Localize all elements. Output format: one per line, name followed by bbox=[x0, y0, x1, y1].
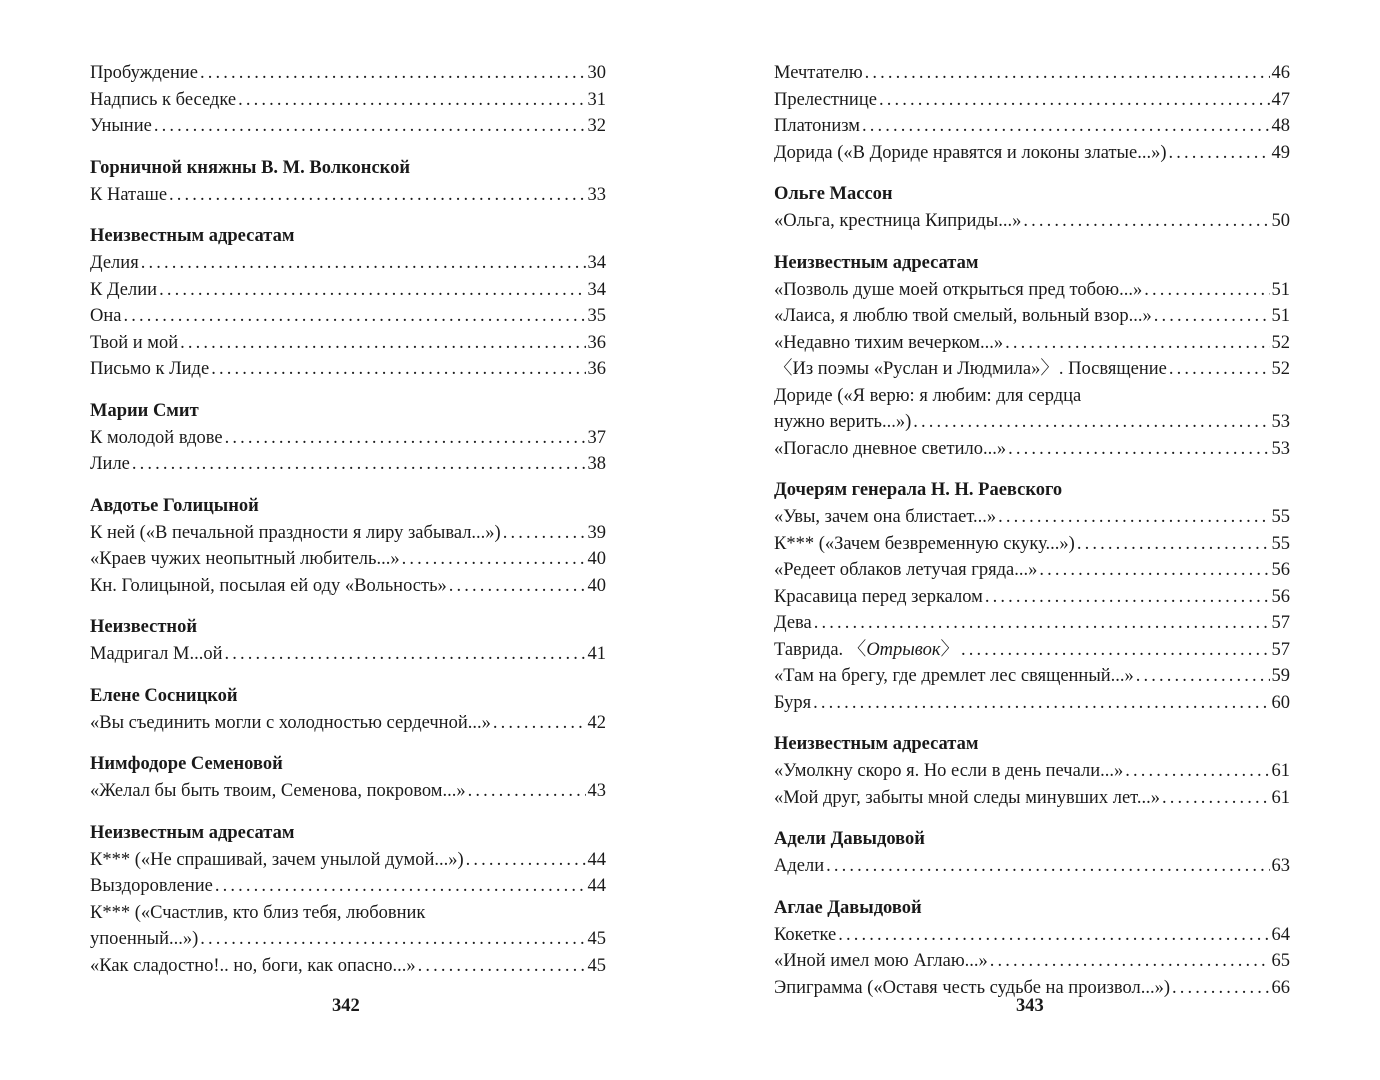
dot-leader bbox=[141, 250, 586, 277]
entry-title bbox=[90, 182, 167, 209]
entry-page-number: 31 bbox=[587, 89, 606, 110]
entry-title-text: Платонизм bbox=[774, 116, 860, 136]
dot-leader bbox=[159, 277, 585, 304]
dot-leader bbox=[466, 847, 586, 874]
dot-leader bbox=[449, 573, 586, 600]
dot-leader bbox=[418, 953, 586, 980]
entry-title-text: «Умолкну скоро я. Но если в день печали...» bbox=[774, 761, 1124, 781]
toc-entry bbox=[90, 873, 606, 900]
toc-entry bbox=[774, 853, 1290, 880]
entry-page-number: 41 bbox=[587, 644, 606, 664]
dot-leader bbox=[814, 610, 1270, 637]
entry-title-text: Твой и мой bbox=[90, 332, 179, 353]
dot-leader bbox=[493, 710, 586, 737]
entry-title: Дориде («Я верю: я любим: для сердца bbox=[774, 385, 1082, 406]
entry-title-text: Выздоровление bbox=[90, 876, 213, 896]
dot-leader bbox=[1039, 557, 1269, 584]
dot-leader bbox=[1154, 303, 1270, 330]
toc-section bbox=[774, 731, 1290, 811]
entry-title bbox=[90, 546, 400, 573]
toc-section bbox=[90, 683, 606, 737]
dot-leader bbox=[879, 87, 1270, 114]
entry-title: К*** («Счастлив, кто близ тебя, любовник bbox=[90, 902, 426, 923]
entry-title-text: «Как сладостно!.. но, боги, как опасно...» bbox=[90, 955, 416, 976]
toc-entry bbox=[90, 900, 606, 953]
entry-title bbox=[90, 250, 139, 277]
entry-page-number: 57 bbox=[1271, 613, 1290, 633]
entry-title-line2: упоенный...») bbox=[90, 929, 199, 949]
entry-title-text: Уныние bbox=[90, 116, 152, 136]
entry-title bbox=[90, 573, 447, 600]
entry-title bbox=[774, 785, 1160, 812]
entry-title-text: К*** («Зачем безвременную скуку...») bbox=[774, 533, 1075, 554]
toc-entry bbox=[90, 250, 606, 277]
entry-page-number: 30 bbox=[587, 63, 606, 83]
dot-leader bbox=[998, 504, 1269, 531]
toc-entry bbox=[774, 785, 1290, 812]
toc-entry bbox=[90, 87, 606, 114]
entry-title-text: К Наташе bbox=[90, 184, 168, 205]
toc-entry bbox=[774, 436, 1290, 463]
dot-leader bbox=[826, 853, 1269, 880]
toc-entry bbox=[90, 330, 606, 357]
entry-title-text: К*** («Не спрашивай, зачем унылой думой...») bbox=[90, 849, 464, 870]
toc-entry bbox=[90, 641, 606, 668]
entry-title-text: «Иной имел мою Аглаю...» bbox=[774, 951, 988, 971]
toc-entry bbox=[774, 303, 1290, 330]
toc-entry bbox=[774, 557, 1290, 584]
entry-page-number: 33 bbox=[587, 184, 606, 205]
entry-page-number: 42 bbox=[587, 712, 606, 733]
toc-entry bbox=[774, 690, 1290, 717]
section-heading: Марии Смит bbox=[90, 400, 199, 421]
entry-title-text: «Позволь душе моей открыться пред тобою...» bbox=[774, 279, 1143, 300]
dot-leader bbox=[985, 584, 1270, 611]
entry-title-text: Адели bbox=[774, 856, 825, 876]
toc-section bbox=[90, 60, 606, 140]
entry-title bbox=[774, 584, 983, 611]
entry-title bbox=[90, 641, 223, 668]
entry-title-after: 〉 bbox=[940, 639, 960, 660]
entry-title bbox=[774, 87, 877, 114]
toc-entry bbox=[90, 60, 606, 87]
dot-leader bbox=[838, 922, 1269, 949]
toc-entry bbox=[90, 953, 606, 980]
entry-title-text: Пробуждение bbox=[90, 63, 198, 83]
dot-leader bbox=[1172, 975, 1269, 1002]
entry-page-number: 45 bbox=[587, 929, 606, 949]
entry-page-number: 40 bbox=[587, 549, 606, 569]
section-heading: Елене Сосницкой bbox=[90, 685, 238, 706]
entry-title bbox=[774, 690, 811, 717]
dot-leader bbox=[865, 60, 1270, 87]
entry-title bbox=[90, 60, 198, 87]
toc-entry bbox=[774, 277, 1290, 304]
entry-title-text: «Там на брегу, где дремлет лес священный...» bbox=[774, 666, 1134, 686]
dot-leader bbox=[402, 546, 586, 573]
entry-page-number: 48 bbox=[1271, 116, 1290, 136]
entry-title-text: «Желал бы быть твоим, Семенова, покровом...» bbox=[90, 781, 466, 801]
dot-leader bbox=[468, 778, 586, 805]
entry-page-number: 47 bbox=[1271, 89, 1290, 110]
toc-entry bbox=[774, 140, 1290, 167]
dot-leader bbox=[200, 60, 586, 87]
toc-entry bbox=[90, 778, 606, 805]
entry-title-text: Лиле bbox=[90, 454, 130, 474]
entry-title-text: «Краев чужих неопытный любитель...» bbox=[90, 549, 400, 569]
entry-continuation bbox=[774, 409, 1290, 436]
toc-entry bbox=[774, 531, 1290, 558]
entry-title-text: «Мой друг, забыты мной следы минувших лет...» bbox=[774, 787, 1160, 808]
dot-leader bbox=[990, 948, 1270, 975]
entry-title bbox=[90, 356, 209, 383]
entry-page-number: 37 bbox=[587, 427, 606, 448]
entry-title-text: К ней («В печальной праздности я лиру забывал...») bbox=[90, 522, 501, 543]
entry-page-number: 51 bbox=[1271, 306, 1290, 326]
entry-title-text: Надпись к беседке bbox=[90, 89, 237, 110]
dot-leader bbox=[503, 520, 586, 547]
entry-title bbox=[90, 451, 130, 478]
toc-section bbox=[90, 398, 606, 478]
entry-title-text: Кн. Голицыной, посылая ей оду «Вольность» bbox=[90, 575, 447, 596]
dot-leader bbox=[169, 182, 585, 209]
entry-page-number: 38 bbox=[587, 454, 606, 474]
entry-title-text: К молодой вдове bbox=[90, 427, 223, 448]
dot-leader bbox=[123, 303, 585, 330]
toc-entry bbox=[774, 663, 1290, 690]
entry-page-number: 36 bbox=[587, 332, 606, 353]
entry-title bbox=[774, 637, 959, 664]
entry-title bbox=[774, 436, 1006, 463]
entry-title bbox=[774, 356, 1167, 383]
toc-entry bbox=[774, 637, 1290, 664]
entry-title-text: Эпиграмма («Оставя честь судьбе на произвол...») bbox=[774, 977, 1171, 998]
toc-entry bbox=[774, 383, 1290, 436]
dot-leader bbox=[1136, 663, 1270, 690]
dot-leader bbox=[215, 873, 586, 900]
entry-title-text: Она bbox=[90, 306, 122, 326]
toc-section bbox=[90, 155, 606, 209]
toc-entry bbox=[90, 847, 606, 874]
dot-leader bbox=[1005, 330, 1269, 357]
entry-page-number: 61 bbox=[1271, 787, 1290, 808]
section-heading: Неизвестной bbox=[90, 617, 197, 637]
entry-title bbox=[774, 330, 1003, 357]
entry-title bbox=[774, 610, 812, 637]
dot-leader bbox=[200, 926, 585, 953]
entry-title bbox=[90, 953, 416, 980]
toc-entry bbox=[90, 710, 606, 737]
entry-title-text: Дорида («В Дориде нравятся и локоны златые...») bbox=[774, 142, 1167, 163]
dot-leader bbox=[1168, 140, 1269, 167]
dot-leader bbox=[132, 451, 586, 478]
toc-entry bbox=[774, 60, 1290, 87]
entry-page-number: 34 bbox=[587, 279, 606, 300]
entry-page-number: 45 bbox=[587, 955, 606, 976]
toc-entry bbox=[774, 610, 1290, 637]
toc-entry bbox=[90, 573, 606, 600]
entry-title-text: Таврида. 〈 bbox=[774, 639, 867, 660]
left-page-number: 342 bbox=[332, 996, 360, 1016]
entry-title bbox=[774, 557, 1037, 584]
toc-entry bbox=[774, 758, 1290, 785]
toc-entry bbox=[90, 113, 606, 140]
entry-title-text: «Увы, зачем она блистает...» bbox=[774, 507, 997, 527]
entry-title bbox=[774, 113, 860, 140]
entry-title-text: «Вы съединить могли с холодностью сердечной...» bbox=[90, 712, 491, 733]
entry-page-number: 44 bbox=[587, 876, 606, 896]
section-heading: Адели Давыдовой bbox=[774, 829, 925, 849]
entry-title-text: 〈Из поэмы «Руслан и Людмила»〉. Посвящение bbox=[774, 359, 1167, 379]
section-heading: Неизвестным адресатам bbox=[90, 822, 295, 843]
section-heading: Авдотье Голицыной bbox=[90, 495, 259, 516]
toc-entry bbox=[774, 87, 1290, 114]
entry-title-italic: Отрывок bbox=[866, 639, 941, 660]
toc-section bbox=[90, 493, 606, 600]
section-heading: Нимфодоре Семеновой bbox=[90, 754, 283, 774]
dot-leader bbox=[1077, 531, 1270, 558]
dot-leader bbox=[1162, 785, 1270, 812]
toc-entry bbox=[90, 356, 606, 383]
toc-section bbox=[774, 181, 1290, 235]
entry-page-number: 50 bbox=[1271, 211, 1290, 231]
entry-title-text: «Недавно тихим вечерком...» bbox=[774, 332, 1004, 353]
dot-leader bbox=[238, 87, 585, 114]
entry-title-text: Красавица перед зеркалом bbox=[774, 586, 983, 607]
entry-title bbox=[90, 710, 491, 737]
entry-page-number: 46 bbox=[1271, 63, 1290, 83]
entry-continuation bbox=[90, 926, 606, 953]
entry-page-number: 57 bbox=[1271, 639, 1290, 660]
toc-section bbox=[90, 820, 606, 980]
toc-section bbox=[774, 895, 1290, 1002]
dot-leader bbox=[154, 113, 586, 140]
entry-title bbox=[774, 663, 1134, 690]
toc-entry bbox=[774, 504, 1290, 531]
section-heading: Дочерям генерала Н. Н. Раевского bbox=[774, 480, 1063, 500]
entry-title bbox=[90, 277, 157, 304]
section-heading: Неизвестным адресатам bbox=[774, 734, 979, 754]
entry-title bbox=[774, 948, 988, 975]
entry-title bbox=[90, 425, 223, 452]
entry-title-text: «Лаиса, я люблю твой смелый, вольный взор...» bbox=[774, 306, 1152, 326]
entry-title-text: «Ольга, крестница Киприды...» bbox=[774, 211, 1022, 231]
dot-leader bbox=[225, 641, 586, 668]
entry-title bbox=[774, 140, 1166, 167]
entry-page-number: 39 bbox=[587, 522, 606, 543]
dot-leader bbox=[211, 356, 585, 383]
entry-title-text: Буря bbox=[774, 692, 812, 713]
entry-page-number: 34 bbox=[587, 253, 606, 273]
entry-page-number: 32 bbox=[587, 116, 606, 136]
toc-section bbox=[90, 614, 606, 668]
section-heading: Аглае Давыдовой bbox=[774, 897, 922, 918]
entry-page-number: 65 bbox=[1271, 951, 1290, 971]
entry-page-number: 43 bbox=[587, 781, 606, 801]
entry-page-number: 52 bbox=[1271, 332, 1290, 353]
section-heading: Ольге Массон bbox=[774, 184, 893, 204]
entry-title bbox=[90, 113, 152, 140]
entry-title bbox=[774, 758, 1123, 785]
entry-title bbox=[90, 847, 464, 874]
entry-page-number: 59 bbox=[1271, 666, 1290, 686]
toc-section bbox=[774, 477, 1290, 716]
dot-leader bbox=[913, 409, 1269, 436]
section-heading: Неизвестным адресатам bbox=[90, 226, 295, 246]
entry-page-number: 61 bbox=[1271, 761, 1290, 781]
toc-entry bbox=[774, 330, 1290, 357]
entry-title bbox=[774, 303, 1152, 330]
entry-title bbox=[774, 60, 863, 87]
dot-leader bbox=[813, 690, 1269, 717]
toc-entry bbox=[90, 182, 606, 209]
dot-leader bbox=[1023, 208, 1269, 235]
toc-entry bbox=[774, 584, 1290, 611]
entry-title bbox=[90, 303, 121, 330]
dot-leader bbox=[1008, 436, 1269, 463]
entry-title-line2: нужно верить...») bbox=[774, 412, 912, 432]
entry-page-number: 60 bbox=[1271, 692, 1290, 713]
entry-page-number: 55 bbox=[1271, 507, 1290, 527]
dot-leader bbox=[862, 113, 1270, 140]
entry-title bbox=[90, 778, 466, 805]
entry-title bbox=[774, 531, 1075, 558]
toc-entry bbox=[774, 922, 1290, 949]
section-heading: Горничной княжны В. М. Волконской bbox=[90, 157, 410, 178]
entry-title-text: «Погасло дневное светило...» bbox=[774, 438, 1007, 459]
entry-title-text: Делия bbox=[90, 253, 139, 273]
entry-title-text: К Делии bbox=[90, 279, 158, 300]
entry-title-text: Кокетке bbox=[774, 924, 837, 945]
toc-entry bbox=[90, 520, 606, 547]
entry-page-number: 44 bbox=[587, 849, 606, 870]
dot-leader bbox=[1144, 277, 1269, 304]
entry-title-text: Мадригал М...ой bbox=[90, 644, 223, 664]
entry-title bbox=[90, 87, 236, 114]
toc-section bbox=[774, 60, 1290, 166]
entry-title bbox=[90, 330, 178, 357]
toc-entry bbox=[774, 948, 1290, 975]
entry-page-number: 36 bbox=[587, 359, 606, 379]
toc-entry bbox=[90, 546, 606, 573]
entry-page-number: 53 bbox=[1271, 412, 1290, 432]
entry-page-number: 63 bbox=[1271, 856, 1290, 876]
dot-leader bbox=[180, 330, 585, 357]
toc-entry bbox=[774, 208, 1290, 235]
entry-page-number: 49 bbox=[1271, 142, 1290, 163]
section-heading: Неизвестным адресатам bbox=[774, 252, 979, 273]
toc-section bbox=[774, 826, 1290, 880]
entry-page-number: 66 bbox=[1271, 977, 1290, 998]
entry-page-number: 56 bbox=[1271, 586, 1290, 607]
entry-title-text: Мечтателю bbox=[774, 63, 863, 83]
entry-page-number: 35 bbox=[587, 306, 606, 326]
dot-leader bbox=[1125, 758, 1269, 785]
toc-section bbox=[90, 223, 606, 383]
entry-title bbox=[774, 504, 996, 531]
entry-title bbox=[774, 277, 1142, 304]
entry-title-text: «Редеет облаков летучая гряда...» bbox=[774, 560, 1038, 580]
entry-title bbox=[774, 975, 1170, 1002]
entry-page-number: 53 bbox=[1271, 438, 1290, 459]
toc-entry bbox=[774, 113, 1290, 140]
toc-section bbox=[90, 751, 606, 805]
right-page-number: 343 bbox=[1016, 996, 1044, 1016]
entry-title-text: Прелестнице bbox=[774, 89, 877, 110]
right-page-toc bbox=[774, 60, 1290, 1001]
toc-entry bbox=[90, 277, 606, 304]
toc-entry bbox=[90, 451, 606, 478]
toc-entry bbox=[90, 303, 606, 330]
entry-title-text: Письмо к Лиде bbox=[90, 359, 210, 379]
dot-leader bbox=[1169, 356, 1270, 383]
entry-title bbox=[90, 520, 501, 547]
dot-leader bbox=[225, 425, 586, 452]
entry-title-text: Дева bbox=[774, 613, 812, 633]
toc-entry bbox=[774, 356, 1290, 383]
entry-page-number: 55 bbox=[1271, 533, 1290, 554]
entry-title bbox=[90, 873, 213, 900]
entry-page-number: 64 bbox=[1271, 924, 1290, 945]
toc-entry bbox=[90, 425, 606, 452]
entry-page-number: 40 bbox=[587, 575, 606, 596]
entry-page-number: 52 bbox=[1271, 359, 1290, 379]
dot-leader bbox=[961, 637, 1269, 664]
entry-title bbox=[774, 922, 836, 949]
entry-page-number: 56 bbox=[1271, 560, 1290, 580]
entry-title bbox=[774, 853, 824, 880]
entry-page-number: 51 bbox=[1271, 279, 1290, 300]
entry-title bbox=[774, 208, 1021, 235]
toc-section bbox=[774, 250, 1290, 463]
left-page-toc bbox=[90, 60, 606, 979]
